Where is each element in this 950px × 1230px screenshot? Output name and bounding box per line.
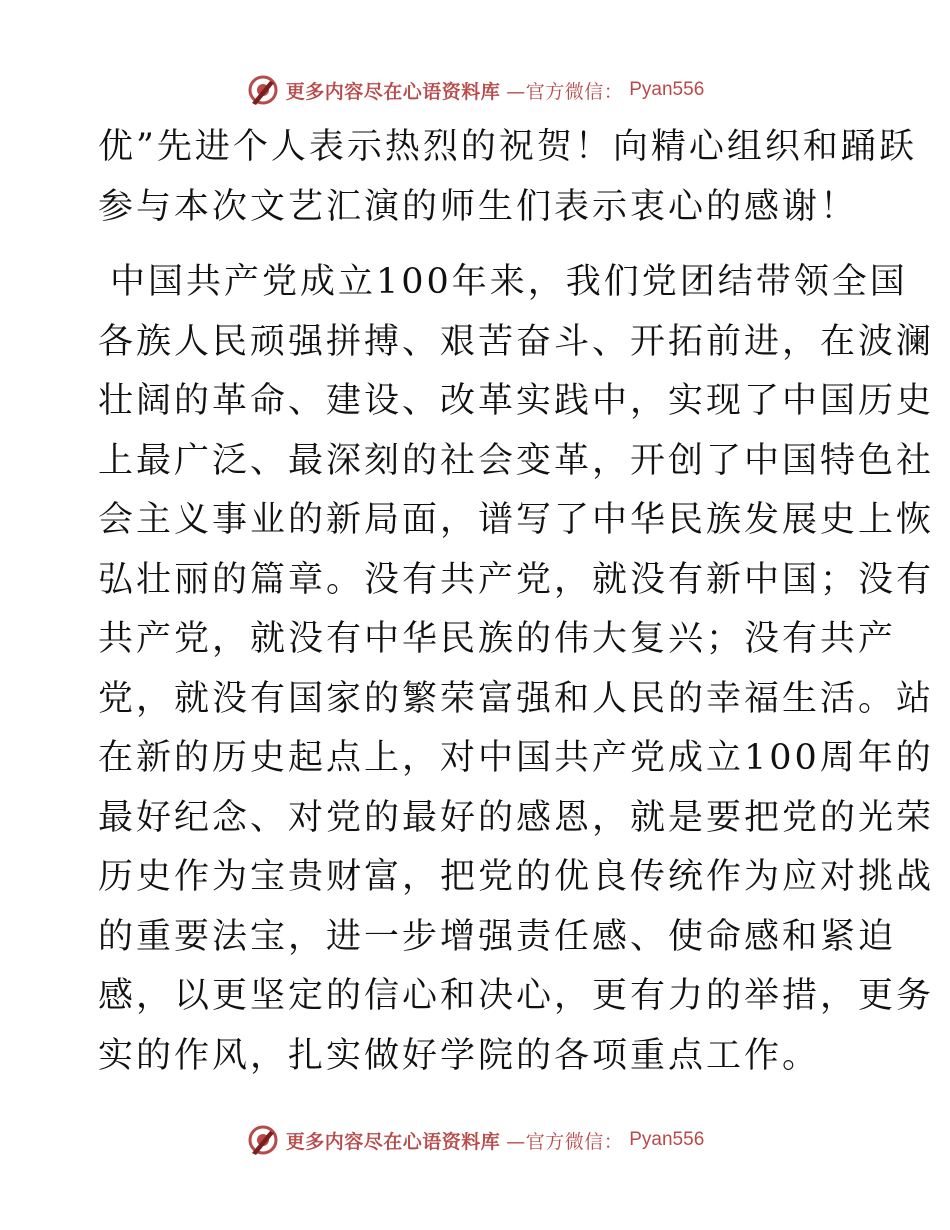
text-line: 最好纪念、对党的最好的感恩，就是要把党的光荣 xyxy=(98,797,935,838)
text-line: 壮阔的革命、建设、改革实践中，实现了中国历史 xyxy=(98,381,935,421)
watermark-wechat-id: Pyan556 xyxy=(629,1129,705,1150)
watermark-wechat-id: Pyan556 xyxy=(629,79,705,100)
footer-watermark xyxy=(0,1120,950,1160)
text-line: 共产党，就没有中华民族的伟大复兴；没有共产 xyxy=(98,619,897,659)
text-line: 的重要法宝，进一步增强责任感、使命感和紧迫 xyxy=(98,916,897,957)
text-line: 弘壮丽的篇章。没有共产党，就没有新中国；没有 xyxy=(98,559,935,600)
text-line: 会主义事业的新局面，谱写了中华民族发展史上恢 xyxy=(98,500,935,540)
watermark-main-text: 更多内容尽在心语资料库 xyxy=(285,1130,501,1153)
text-line: 实的作风，扎实做好学院的各项重点工作。 xyxy=(98,1035,821,1076)
text-line: 历史作为宝贵财富，把党的优良传统作为应对挑战 xyxy=(98,857,935,897)
pen-circle-logo-icon xyxy=(246,1123,280,1157)
text-line: 上最广泛、最深刻的社会变革，开创了中国特色社 xyxy=(98,440,935,481)
document-body xyxy=(98,118,935,1086)
watermark-sub-text: —官方微信： xyxy=(506,80,624,103)
text-line: 党，就没有国家的繁荣富强和人民的幸福生活。站 xyxy=(98,678,935,719)
watermark-sub-text: —官方微信： xyxy=(506,1130,624,1153)
pen-circle-logo-icon xyxy=(246,73,280,107)
watermark-main-text: 更多内容尽在心语资料库 xyxy=(285,80,501,103)
text-line: 参与本次文艺汇演的师生们表示衷心的感谢！ xyxy=(98,186,859,227)
header-watermark xyxy=(0,70,950,110)
paragraph-1 xyxy=(98,118,917,237)
text-line: 优”先进个人表示热烈的祝贺！向精心组织和踊跃 xyxy=(98,127,917,167)
text-line: 在新的历史起点上，对中国共产党成立100周年的 xyxy=(98,738,934,778)
text-line: 中国共产党成立100年来，我们党团结带领全国 xyxy=(110,262,908,302)
paragraph-2 xyxy=(98,253,935,1086)
text-line: 感，以更坚定的信心和决心，更有力的举措，更务 xyxy=(98,976,935,1016)
text-line: 各族人民顽强拼搏、艰苦奋斗、开拓前进，在波澜 xyxy=(98,321,935,362)
